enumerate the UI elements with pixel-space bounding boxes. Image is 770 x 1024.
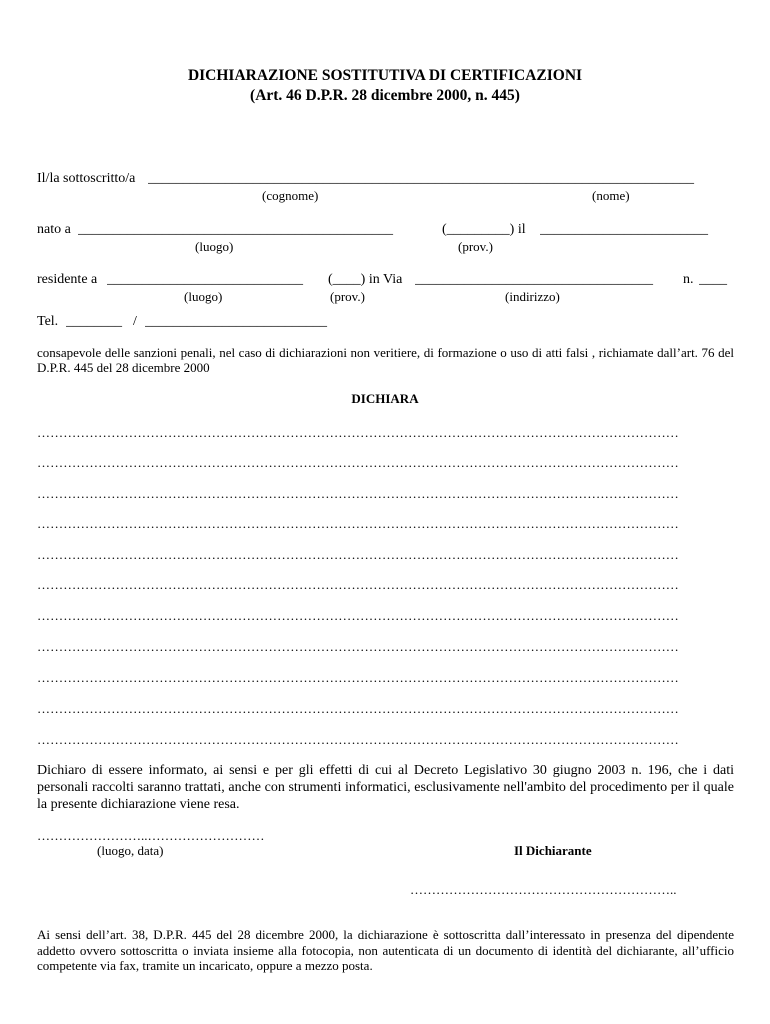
numero-label: n.	[683, 272, 694, 287]
indirizzo-caption: (indirizzo)	[505, 289, 560, 304]
tel-prefix-field[interactable]: ________	[66, 314, 122, 329]
dichiara-heading: DICHIARA	[351, 391, 419, 406]
cognome-caption: (cognome)	[262, 188, 319, 203]
dichiara-line[interactable]: …………………………………………………………………………………………………………………………………	[37, 486, 679, 500]
document-title: DICHIARAZIONE SOSTITUTIVA DI CERTIFICAZIONI	[187, 67, 583, 84]
dichiara-line[interactable]: …………………………………………………………………………………………………………………………………	[37, 455, 679, 469]
dichiarante-label: Il Dichiarante	[514, 843, 592, 858]
dichiara-line[interactable]: …………………………………………………………………………………………………………………………………	[37, 516, 679, 530]
prov-nascita-field[interactable]: (_________) il	[442, 222, 526, 237]
sottoscritto-label: Il/la sottoscritto/a	[37, 171, 136, 186]
dichiara-line[interactable]: …………………………………………………………………………………………………………………………………	[37, 425, 679, 439]
document-subtitle: (Art. 46 D.P.R. 28 dicembre 2000, n. 445)	[250, 87, 520, 104]
prov-residenza-caption: (prov.)	[330, 289, 365, 304]
tel-separator: /	[133, 314, 137, 329]
luogo-residenza-caption: (luogo)	[184, 289, 223, 304]
tel-label: Tel.	[37, 314, 59, 329]
dichiara-line[interactable]: …………………………………………………………………………………………………………………………………	[37, 670, 679, 684]
luogo-residenza-field[interactable]: ____________________________	[107, 272, 303, 287]
prov-residenza-field[interactable]: (____) in Via	[328, 272, 403, 287]
sottoscritto-field[interactable]: ______________________________________________________________________________	[148, 171, 694, 186]
dichiara-line[interactable]: …………………………………………………………………………………………………………………………………	[37, 547, 679, 561]
luogo-nascita-field[interactable]: _____________________________________________	[78, 222, 393, 237]
dichiara-line[interactable]: …………………………………………………………………………………………………………………………………	[37, 732, 679, 746]
nome-caption: (nome)	[592, 188, 630, 203]
residente-label: residente a	[37, 272, 98, 287]
prov-caption: (prov.)	[458, 239, 493, 254]
luogo-caption: (luogo)	[195, 239, 234, 254]
privacy-paragraph: Dichiaro di essere informato, ai sensi e per gli effetti di cui al Decreto Legislativo 30 giugno 2003 n. 196, che i dati personali raccolti saranno trattati, anche con strumenti informatici, esclusivamente nell'ambito del procedimento per il quale la presente dichiarazione viene resa.	[37, 763, 734, 812]
footer-paragraph: Ai sensi dell’art. 38, D.P.R. 445 del 28 dicembre 2000, la dichiarazione è sottoscritta dall’interessato in presenza del dipendente addetto ovvero sottoscritta o inviata insieme alla fotocopia, non autenticata di un documento di identità del dichiarante, all’ufficio competente via fax, tramite un incaricato, oppure a mezzo posta.	[37, 927, 734, 973]
nato-label: nato a	[37, 222, 71, 237]
signature-field[interactable]: ……………………………………………………..	[410, 882, 677, 897]
indirizzo-field[interactable]: __________________________________	[415, 272, 653, 287]
dichiara-line[interactable]: …………………………………………………………………………………………………………………………………	[37, 639, 679, 653]
luogo-data-caption: (luogo, data)	[97, 843, 164, 858]
dichiara-line[interactable]: …………………………………………………………………………………………………………………………………	[37, 577, 679, 591]
dichiara-line[interactable]: …………………………………………………………………………………………………………………………………	[37, 701, 679, 715]
data-nascita-field[interactable]: ________________________	[540, 222, 708, 237]
numero-civico-field[interactable]: ____	[699, 272, 727, 287]
dichiara-line[interactable]: …………………………………………………………………………………………………………………………………	[37, 608, 679, 622]
luogo-data-field[interactable]: ……………………..………………………	[37, 828, 265, 843]
consapevole-paragraph: consapevole delle sanzioni penali, nel caso di dichiarazioni non veritiere, di formazione o uso di atti falsi , richiamate dall’art. 76 del D.P.R. 445 del 28 dicembre 2000	[37, 345, 734, 375]
tel-number-field[interactable]: __________________________	[145, 314, 327, 329]
